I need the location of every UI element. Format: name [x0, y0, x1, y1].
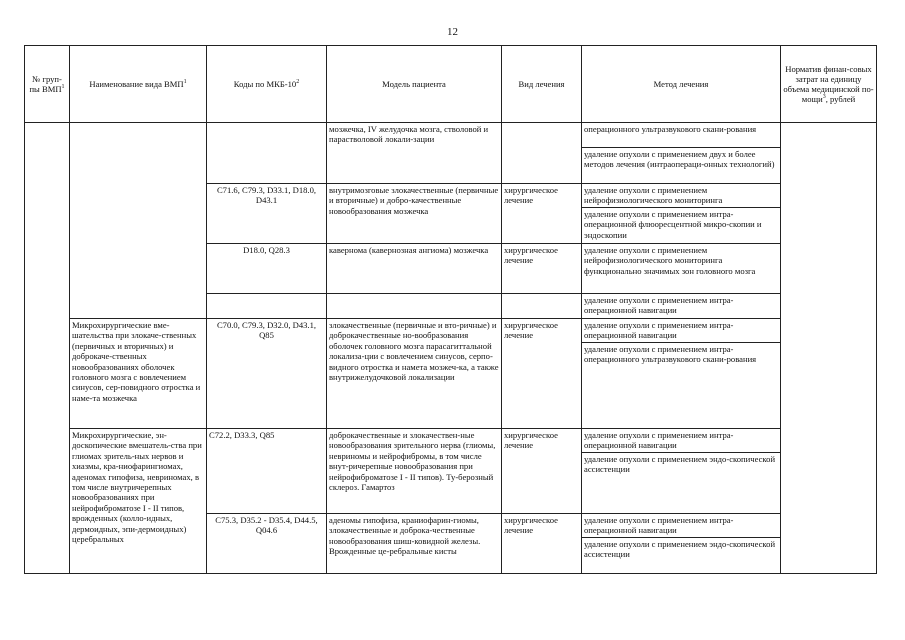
cell-model: злокачественные (первичные и вто-ричные) и доброкачественные но-вообразования оболочек головного мозга парасагиттальной локализа-ции с вовлечением синусов, серпо-видного отростка и намета мозжеч-ка, а также внутрижелудочковой локализации: [327, 319, 502, 429]
cell-codes: [207, 123, 327, 184]
vmp-table: [24, 45, 877, 574]
header-cost-norm: Норматив финан-совых затрат на единицу объема медицинской по-мощи$^3$, рублей: [781, 46, 877, 123]
cell-name: Микрохирургические, эн-доскопические вмешатель-ства при глиомах зритель-ных нервов и хиазмы, кра-ниофарингиомах, аденомах гипофиза, невриномах, в том числе внутричерепных новообразованиях при нейрофиброматозе I - II типов, врожденных (колло-идных, дермоидных, эпи-дермоидных) церебральных: [70, 429, 207, 574]
cell-treatment: хирургическое лечение: [502, 514, 582, 574]
header-treatment-method: Метод лечения: [582, 46, 781, 123]
cell-treatment: [502, 294, 582, 319]
cell-codes: C72.2, D33.3, Q85: [207, 429, 327, 514]
cell-model: кавернома (кавернозная ангиома) мозжечка: [327, 244, 502, 294]
cell-codes: D18.0, Q28.3: [207, 244, 327, 294]
header-icd-codes: Коды по МКБ-$10^2$: [207, 46, 327, 123]
table-row: [25, 429, 877, 453]
cell-method: удаление опухоли с применением интра-операционной навигации: [582, 429, 781, 453]
cell-method: удаление опухоли с применением интра-операционной навигации: [582, 319, 781, 343]
cell-method: удаление опухоли с применением интра-операционной флюоресцентной микро-скопии и эндоскопии: [582, 208, 781, 244]
cell-treatment: [502, 123, 582, 184]
header-patient-model: Модель пациента: [327, 46, 502, 123]
cell-treatment: хирургическое лечение: [502, 244, 582, 294]
table-row: [25, 123, 877, 148]
cell-model: доброкачественные и злокачествен-ные новообразования зрительного нерва (глиомы, невриномы и нейрофибромы, в том числе внут-ричерепные новообразования при нейрофиброматозе I - II типов). Ту-берозный склероз. Гамартоз: [327, 429, 502, 514]
cell-model: внутримозговые злокачественные (первичные и вторичные) и добро-качественные новообразования мозжечка: [327, 184, 502, 244]
cell-name: Микрохирургические вме-шательства при злокаче-ственных (первичных и вторичных) и доброкаче-ственных новообразованиях оболочек головного мозга с вовлечением синусов, сер-повидного отростка и наме-та мозжечка: [70, 319, 207, 429]
cell-codes: [207, 294, 327, 319]
cell-method: удаление опухоли с применением нейрофизиологического мониторинга: [582, 184, 781, 208]
cell-treatment: хирургическое лечение: [502, 184, 582, 244]
cell-method: удаление опухоли с применением интра-операционного ультразвукового скани-рования: [582, 343, 781, 429]
cell-norm: [781, 123, 877, 574]
cell-method: удаление опухоли с применением интра-операционной навигации: [582, 514, 781, 538]
cell-treatment: хирургическое лечение: [502, 319, 582, 429]
cell-model: мозжечка, IV желудочка мозга, стволовой и парастволовой локали-зации: [327, 123, 502, 184]
header-treatment-type: Вид лечения: [502, 46, 582, 123]
page-number: 12: [447, 26, 458, 38]
cell-model: [327, 294, 502, 319]
cell-method: операционного ультразвукового скани-рования: [582, 123, 781, 148]
cell-method: удаление опухоли с применением нейрофизиологического мониторинга функционально значимых зон головного мозга: [582, 244, 781, 294]
header-group-number: № груп-пы ВМП$^1$: [25, 46, 70, 123]
cell-method: удаление опухоли с применением интра-операционной навигации: [582, 294, 781, 319]
cell-codes: C71.6, C79.3, D33.1, D18.0, D43.1: [207, 184, 327, 244]
cell-treatment: хирургическое лечение: [502, 429, 582, 514]
cell-model: аденомы гипофиза, краниофарин-гиомы, злокачественные и доброка-чественные новообразования шиш-ковидной железы. Врожденные це-ребральные кисты: [327, 514, 502, 574]
cell-method: удаление опухоли с применением эндо-скопической ассистенции: [582, 453, 781, 514]
cell-codes: C70.0, C79.3, D32.0, D43.1, Q85: [207, 319, 327, 429]
header-vmp-name: Наименование вида ВМП$^1$: [70, 46, 207, 123]
cell-method: удаление опухоли с применением эндо-скопической ассистенции: [582, 538, 781, 574]
cell-group: [25, 123, 70, 574]
cell-codes: C75.3, D35.2 - D35.4, D44.5, Q04.6: [207, 514, 327, 574]
cell-method: удаление опухоли с применением двух и более методов лечения (интраопераци-онных технологий): [582, 148, 781, 184]
cell-name: [70, 123, 207, 319]
table-row: [25, 319, 877, 343]
table-header-row: [25, 46, 877, 123]
